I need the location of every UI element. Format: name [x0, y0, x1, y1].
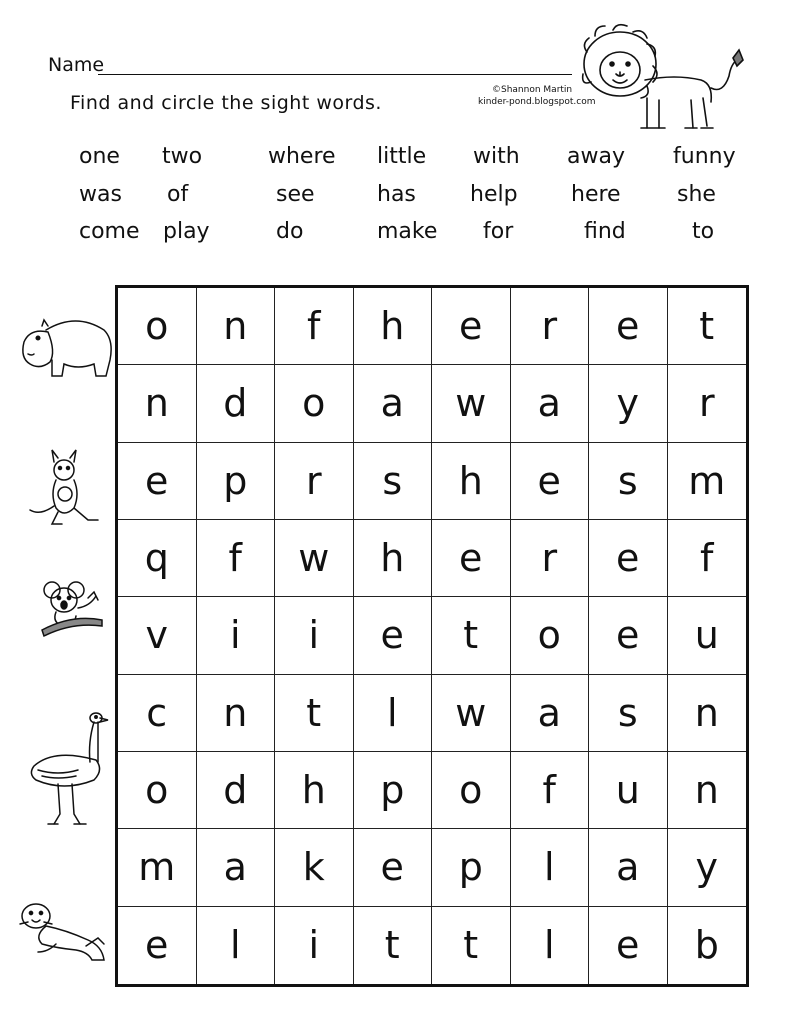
koala-illustration — [38, 578, 104, 640]
grid-cell[interactable]: u — [589, 752, 668, 829]
grid-cell[interactable]: n — [197, 288, 276, 365]
grid-cell[interactable]: d — [197, 752, 276, 829]
grid-cell[interactable]: a — [589, 829, 668, 906]
grid-cell[interactable]: i — [197, 597, 276, 674]
grid-cell[interactable]: m — [118, 829, 197, 906]
sight-word: play — [163, 219, 210, 244]
sight-word: help — [470, 182, 518, 207]
grid-cell[interactable]: h — [354, 288, 433, 365]
name-label: Name — [48, 54, 105, 76]
grid-cell[interactable]: r — [511, 288, 590, 365]
sight-word: funny — [673, 144, 736, 169]
grid-cell[interactable]: n — [118, 365, 197, 442]
grid-cell[interactable]: u — [668, 597, 747, 674]
grid-cell[interactable]: e — [589, 907, 668, 984]
hippo-illustration — [18, 312, 114, 382]
instructions: Find and circle the sight words. — [70, 92, 382, 114]
sight-word: come — [79, 219, 140, 244]
grid-cell[interactable]: w — [432, 675, 511, 752]
grid-cell[interactable]: b — [694, 923, 719, 968]
grid-cell[interactable]: o — [275, 365, 354, 442]
kangaroo-illustration — [28, 448, 100, 530]
grid-cell[interactable]: f — [275, 288, 354, 365]
grid-cell[interactable]: h — [432, 443, 511, 520]
sight-word: see — [276, 182, 315, 207]
sight-word: little — [377, 144, 427, 169]
grid-cell[interactable]: e — [354, 829, 433, 906]
grid-cell[interactable]: t — [432, 907, 511, 984]
grid-cell[interactable]: q — [118, 520, 197, 597]
grid-cell[interactable]: a — [354, 365, 433, 442]
sight-word: make — [377, 219, 438, 244]
grid-cell[interactable]: l — [197, 907, 276, 984]
sight-word: was — [79, 182, 122, 207]
grid-cell[interactable]: p — [354, 752, 433, 829]
grid-cell[interactable]: e — [118, 443, 197, 520]
lion-illustration — [575, 22, 745, 134]
grid-cell[interactable]: e — [432, 520, 511, 597]
grid-cell[interactable]: a — [511, 675, 590, 752]
grid-cell[interactable]: a — [511, 365, 590, 442]
sight-word: for — [483, 219, 514, 244]
grid-cell[interactable]: e — [354, 597, 433, 674]
grid-cell[interactable]: h — [354, 520, 433, 597]
sight-word: to — [692, 219, 715, 244]
grid-cell[interactable]: f — [668, 520, 747, 597]
grid-cell[interactable]: i — [275, 597, 354, 674]
grid-cell[interactable]: e — [589, 597, 668, 674]
sight-word: here — [571, 182, 621, 207]
name-line[interactable] — [98, 74, 572, 75]
grid-cell[interactable]: e — [118, 907, 197, 984]
grid-cell[interactable]: w — [432, 365, 511, 442]
seal-illustration — [16, 896, 108, 964]
grid-cell[interactable]: n — [668, 752, 747, 829]
sight-word: do — [276, 219, 304, 244]
grid-cell[interactable]: l — [511, 907, 590, 984]
word-search-grid — [115, 285, 749, 987]
grid-cell[interactable]: s — [589, 443, 668, 520]
grid-cell[interactable]: e — [511, 443, 590, 520]
sight-word: two — [162, 144, 203, 169]
grid-cell[interactable]: c — [118, 675, 197, 752]
grid-cell[interactable]: v — [118, 597, 197, 674]
grid-cell[interactable]: r — [668, 365, 747, 442]
grid-cell[interactable]: r — [511, 520, 590, 597]
grid-cell[interactable]: o — [511, 597, 590, 674]
grid-cell[interactable]: p — [432, 829, 511, 906]
grid-cell[interactable]: t — [275, 675, 354, 752]
grid-cell[interactable]: h — [275, 752, 354, 829]
grid-cell[interactable]: a — [197, 829, 276, 906]
grid-cell[interactable]: t — [354, 907, 433, 984]
grid-cell[interactable]: n — [197, 675, 276, 752]
copyright-author: ©Shannon Martin — [492, 85, 573, 95]
copyright-website: kinder-pond.blogspot.com — [478, 97, 596, 107]
sight-word: with — [473, 144, 520, 169]
grid-cell[interactable]: e — [589, 288, 668, 365]
grid-cell[interactable]: t — [668, 288, 747, 365]
grid-cell[interactable]: s — [354, 443, 433, 520]
sight-word: has — [377, 182, 416, 207]
grid-cell[interactable]: o — [432, 752, 511, 829]
grid-cell[interactable]: k — [275, 829, 354, 906]
sight-word: one — [79, 144, 120, 169]
grid-cell[interactable]: e — [589, 520, 668, 597]
grid-cell[interactable]: l — [511, 829, 590, 906]
grid-cell[interactable]: i — [275, 907, 354, 984]
grid-cell[interactable]: w — [275, 520, 354, 597]
grid-cell[interactable]: o — [118, 752, 197, 829]
sight-word: of — [167, 182, 189, 207]
grid-cell[interactable]: n — [668, 675, 747, 752]
sight-word: where — [268, 144, 336, 169]
sight-word: away — [567, 144, 625, 169]
grid-cell[interactable]: s — [589, 675, 668, 752]
grid-cell[interactable]: e — [432, 288, 511, 365]
sight-word: she — [677, 182, 716, 207]
grid-cell[interactable]: f — [197, 520, 276, 597]
grid-cell[interactable]: o — [118, 288, 197, 365]
grid-cell[interactable]: y — [668, 829, 747, 906]
grid-cell[interactable]: t — [432, 597, 511, 674]
grid-cell[interactable]: r — [275, 443, 354, 520]
grid-cell[interactable]: y — [589, 365, 668, 442]
grid-cell[interactable]: p — [197, 443, 276, 520]
sight-word: find — [584, 219, 626, 244]
grid-cell[interactable]: m — [668, 443, 747, 520]
ostrich-illustration — [24, 710, 110, 830]
grid-cell[interactable]: d — [197, 365, 276, 442]
grid-cell[interactable]: l — [354, 675, 433, 752]
grid-cell[interactable]: f — [511, 752, 590, 829]
